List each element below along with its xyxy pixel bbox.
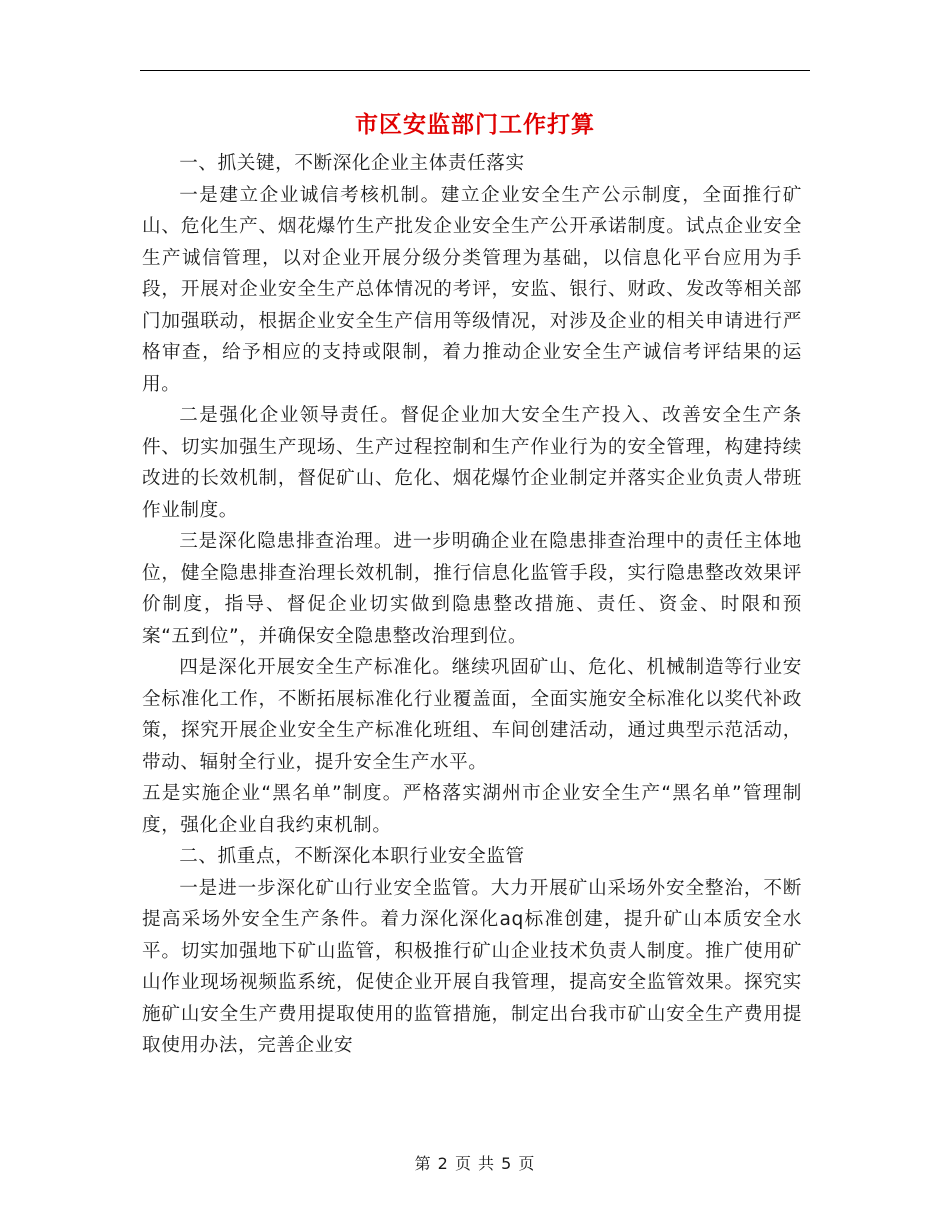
paragraph-leadership-responsibility: 二是强化企业领导责任。督促企业加大安全生产投入、改善安全生产条件、切实加强生产现场、生产过程控制和生产作业行为的安全管理，构建持续改进的长效机制，督促矿山、危化、烟花爆竹企业制定并落实企业负责人带班作业制度。	[142, 405, 802, 521]
paragraph-hazard-inspection: 三是深化隐患排查治理。进一步明确企业在隐患排查治理中的责任主体地位，健全隐患排查治理长效机制，推行信息化监管手段，实行隐患整改效果评价制度，指导、督促企业切实做到隐患整改措施、责任、资金、时限和预案“五到位”，并确保安全隐患整改治理到位。	[142, 531, 802, 647]
page-number: 第 2 页 共 5 页	[414, 1154, 536, 1173]
header-rule	[140, 70, 810, 71]
section-heading-1: 一、抓关键，不断深化企业主体责任落实	[179, 153, 525, 174]
document-body	[142, 148, 802, 1062]
paragraph-standardization: 四是深化开展安全生产标准化。继续巩固矿山、危化、机械制造等行业安全标准化工作，不断拓展标准化行业覆盖面，全面实施安全标准化以奖代补政策，探究开展企业安全生产标准化班组、车间创建活动，通过典型示范活动，带动、辐射全行业，提升安全生产水平。	[142, 657, 802, 773]
paragraph-credit-mechanism: 一是建立企业诚信考核机制。建立企业安全生产公示制度，全面推行矿山、危化生产、烟花爆竹生产批发企业安全生产公开承诺制度。试点企业安全生产诚信管理，以对企业开展分级分类管理为基础，以信息化平台应用为手段，开展对企业安全生产总体情况的考评，安监、银行、财政、发改等相关部门加强联动，根据企业安全生产信用等级情况，对涉及企业的相关申请进行严格审查，给予相应的支持或限制，着力推动企业安全生产诚信考评结果的运用。	[142, 184, 802, 395]
document-title: 市区安监部门工作打算	[355, 111, 595, 138]
paragraph-mining-supervision: 一是进一步深化矿山行业安全监管。大力开展矿山采场外安全整治，不断提高采场外安全生产条件。着力深化深化aq标准创建，提升矿山本质安全水平。切实加强地下矿山监管，积极推行矿山企业技术负责人制度。推广使用矿山作业现场视频监系统，促使企业开展自我管理，提高安全监管效果。探究实施矿山安全生产费用提取使用的监管措施，制定出台我市矿山安全生产费用提取使用办法，完善企业安	[142, 877, 802, 1056]
section-heading-2: 二、抓重点，不断深化本职行业安全监管	[179, 846, 525, 867]
paragraph-blacklist: 五是实施企业“黑名单”制度。严格落实湖州市企业安全生产“黑名单”管理制度，强化企业自我约束机制。	[142, 783, 802, 836]
